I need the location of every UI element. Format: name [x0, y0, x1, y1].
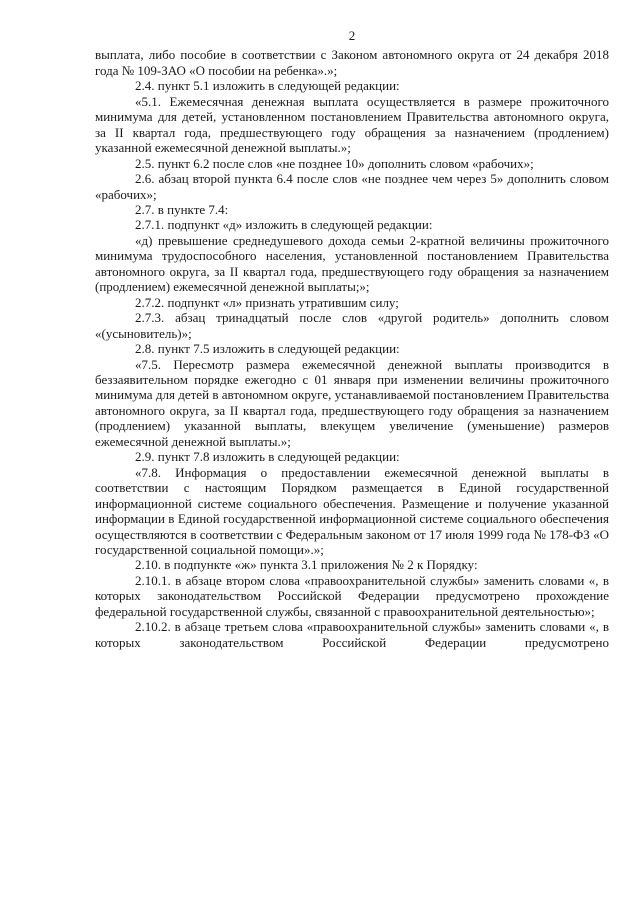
- paragraph: «5.1. Ежемесячная денежная выплата осуществляется в размере прожиточного минимума для детей, установленном постановлением Правительства автономного округа, за II квартал года, предшествующего году обращения за назначением (продлением) указанной ежемесячной денежной выплаты.»;: [95, 93, 609, 156]
- paragraph: 2.9. пункт 7.8 изложить в следующей редакции:: [135, 449, 400, 465]
- paragraph: «д) превышение среднедушевого дохода семьи 2-кратной величины прожиточного минимума трудоспособного населения, установленной постановлением Правительства автономного округа, за II квартал года, предшествующего году обращения за назначением (продлением) ежемесячной денежной выплаты;»;: [95, 232, 609, 295]
- paragraph: 2.8. пункт 7.5 изложить в следующей редакции:: [135, 341, 400, 357]
- paragraph: «7.5. Пересмотр размера ежемесячной денежной выплаты производится в беззаявительном порядке ежегодно с 01 января при изменении величины прожиточного минимума для детей в автономном округе, устанавливаемой постановлением Правительства автономного округа, за II квартал года, предшествующего году обращения за назначением (продлением) указанной выплаты, влекущем увеличение (уменьшение) размеров ежемесячной денежной выплаты.»;: [95, 356, 609, 449]
- paragraph: 2.4. пункт 5.1 изложить в следующей редакции:: [135, 78, 400, 94]
- paragraph: 2.7.3. абзац тринадцатый после слов «другой родитель» дополнить словом «(усыновитель)»;: [95, 310, 609, 341]
- paragraph: 2.7.1. подпункт «д» изложить в следующей редакции:: [135, 217, 433, 233]
- document-body: [95, 47, 609, 650]
- paragraph: «7.8. Информация о предоставлении ежемесячной денежной выплаты в соответствии с настоящим Порядком размещается в Единой государственной информационной системе социального обеспечения. Размещение и получение указанной информации в Единой государственной информационной системе социального обеспечения осуществляются в соответствии с Федеральным законом от 17 июля 1999 года № 178-ФЗ «О государственной социальной помощи».»;: [95, 464, 609, 557]
- paragraph: 2.10.2. в абзаце третьем слова «правоохранительной службы» заменить словами «, в которых законодательством Российской Федерации предусмотрено: [95, 619, 609, 650]
- paragraph: выплата, либо пособие в соответствии с Законом автономного округа от 24 декабря 2018 года № 109-ЗАО «О пособии на ребенка».»;: [95, 47, 609, 78]
- paragraph: 2.7.2. подпункт «л» признать утратившим силу;: [135, 294, 399, 310]
- paragraph: 2.10. в подпункте «ж» пункта 3.1 приложения № 2 к Порядку:: [135, 557, 478, 573]
- page-number: 2: [348, 28, 356, 43]
- paragraph: 2.5. пункт 6.2 после слов «не позднее 10» дополнить словом «рабочих»;: [135, 155, 534, 171]
- paragraph: 2.6. абзац второй пункта 6.4 после слов «не позднее чем через 5» дополнить словом «рабочих»;: [95, 171, 609, 202]
- paragraph: 2.10.1. в абзаце втором слова «правоохранительной службы» заменить словами «, в которых законодательством Российской Федерации предусмотрено прохождение федеральной государственной службы, связанной с правоохранительной деятельностью»;: [95, 572, 609, 619]
- paragraph: 2.7. в пункте 7.4:: [135, 201, 229, 217]
